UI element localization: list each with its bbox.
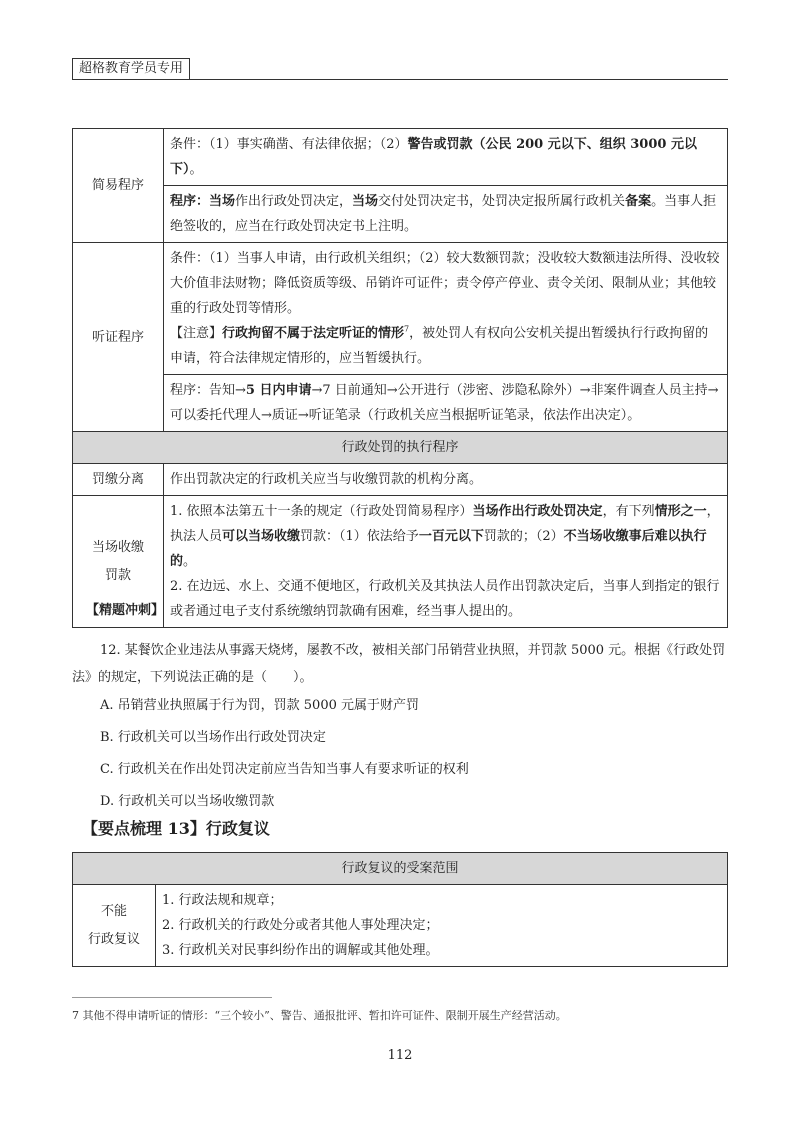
table-row bbox=[73, 186, 728, 243]
table-row bbox=[73, 432, 728, 464]
list-item: 1. 行政法规和规章； bbox=[162, 893, 283, 908]
practice-heading: 【精题冲刺】 bbox=[86, 603, 165, 618]
option-a: A. 吊销营业执照属于行为罚，罚款 5000 元属于财产罚 bbox=[100, 698, 420, 713]
simple-conditions: 条件：（1）事实确凿、有法律依据；（2）警告或罚款（公民 200 元以下、组织 3000 元以下）。 bbox=[164, 129, 728, 186]
footnote-rule bbox=[72, 997, 272, 998]
section-header-review: 行政复议的受案范围 bbox=[73, 853, 728, 885]
table-row bbox=[73, 243, 728, 375]
page-number: 112 bbox=[387, 1048, 413, 1063]
option-d: D. 行政机关可以当场收缴罚款 bbox=[100, 794, 275, 809]
table-row bbox=[73, 129, 728, 186]
section-title: 【要点梳理 13】行政复议 bbox=[82, 819, 270, 838]
option-c: C. 行政机关在作出处罚决定前应当告知当事人有要求听证的权利 bbox=[100, 762, 469, 777]
hearing-note: 【注意】行政拘留不属于法定听证的情形$^7$，被处罚人有权向公安机关提出暂缓执行行政拘留的申请，符合法律规定情形的，应当暂缓执行。 bbox=[170, 324, 709, 366]
not-reviewable-items bbox=[156, 885, 728, 967]
table-row bbox=[73, 853, 728, 885]
row-label-separation: 罚缴分离 bbox=[73, 464, 164, 496]
onsite-item-2: 2. 在边远、水上、交通不便地区，行政机关及其执法人员作出罚款决定后，当事人到指定的银行或者通过电子支付系统缴纳罚款确有困难，经当事人提出的。 bbox=[170, 579, 720, 619]
review-scope-table bbox=[72, 852, 728, 967]
table-row bbox=[73, 464, 728, 496]
row-label-hearing: 听证程序 bbox=[73, 243, 164, 432]
row-label-onsite: 当场收缴 罚款 bbox=[73, 496, 164, 628]
list-item: 3. 行政机关对民事纠纷作出的调解或其他处理。 bbox=[162, 943, 439, 958]
simple-procedure: 程序：当场作出行政处罚决定，当场交付处罚决定书，处罚决定报所属行政机关备案。当事人拒绝签收的，应当在行政处罚决定书上注明。 bbox=[164, 186, 728, 243]
table-row bbox=[73, 375, 728, 432]
header-badge: 超格教育学员专用 bbox=[72, 58, 190, 80]
option-b: B. 行政机关可以当场作出行政处罚决定 bbox=[100, 730, 326, 745]
table-row bbox=[73, 885, 728, 967]
header-rule bbox=[72, 79, 728, 80]
row-label-simple: 简易程序 bbox=[73, 129, 164, 243]
question-stem: 12. 某餐饮企业违法从事露天烧烤，屡教不改，被相关部门吊销营业执照，并罚款 5000 元。根据《行政处罚法》的规定，下列说法正确的是（ ）。 bbox=[72, 643, 726, 685]
hearing-procedure: 程序：告知→5 日内申请→7 日前通知→公开进行（涉密、涉隐私除外）→非案件调查人员主持→可以委托代理人→质证→听证笔录（行政机关应当根据听证笔录，依法作出决定）。 bbox=[164, 375, 728, 432]
separation-text: 作出罚款决定的行政机关应当与收缴罚款的机构分离。 bbox=[164, 464, 728, 496]
procedure-table bbox=[72, 128, 728, 628]
row-label-not-reviewable: 不能 行政复议 bbox=[73, 885, 156, 967]
onsite-item-1: 1. 依照本法第五十一条的规定（行政处罚简易程序）当场作出行政处罚决定，有下列情形之一，执法人员可以当场收缴罚款：（1）依法给予一百元以下罚款的；（2）不当场收缴事后难以执行的。 bbox=[170, 504, 720, 569]
section-header-execution: 行政处罚的执行程序 bbox=[73, 432, 728, 464]
list-item: 2. 行政机关的行政处分或者其他人事处理决定； bbox=[162, 918, 439, 933]
footnote-ref: 7 bbox=[404, 324, 410, 334]
footnote: 7 其他不得申请听证的情形：“三个较小”、警告、通报批评、暂扣许可证件、限制开展生产经营活动。 bbox=[72, 1009, 567, 1022]
hearing-conditions: 条件：（1）当事人申请，由行政机关组织；（2）较大数额罚款；没收较大数额违法所得、没收较大价值非法财物；降低资质等级、吊销许可证件；责令停产停业、责令关闭、限制从业；其他较重的行政处罚等情形。 【注意】行政拘留不属于法定听证的情形$^7$，被处罚人有权向公安机关提出暂缓执行行政拘留的申请，符合法律规定情形的，应当暂缓执行。 bbox=[164, 243, 728, 375]
